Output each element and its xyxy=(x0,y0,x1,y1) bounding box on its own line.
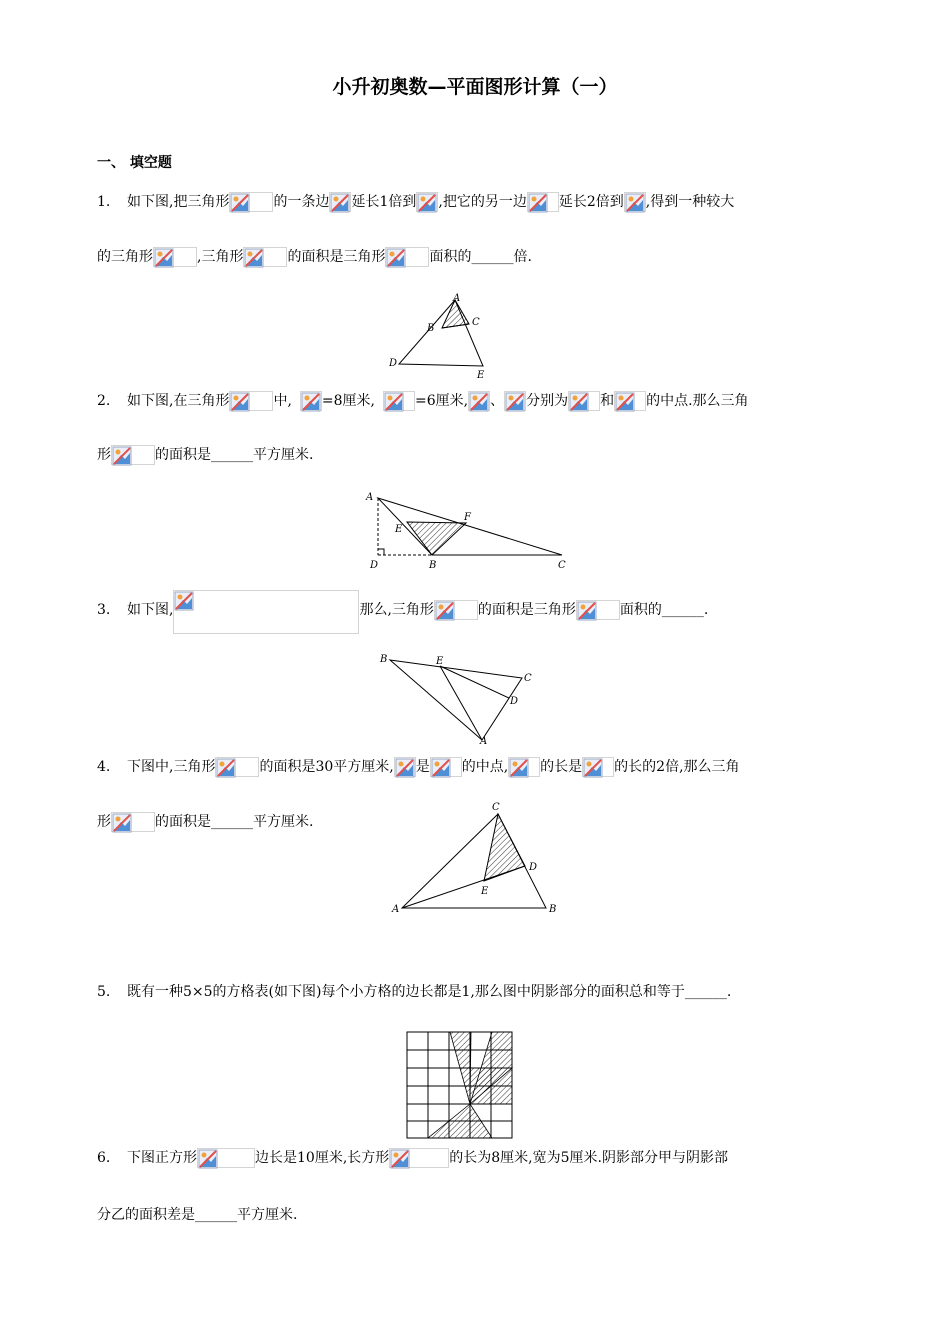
image-placeholder-icon xyxy=(243,247,287,267)
image-placeholder-icon xyxy=(624,192,646,212)
q2-label-a: A xyxy=(366,492,374,503)
q4-figure xyxy=(388,798,568,920)
q1-text: 延长1倍到 xyxy=(351,194,417,210)
q6-text: 边长是10厘米,长方形 xyxy=(255,1150,390,1166)
image-placeholder-icon xyxy=(389,1148,449,1168)
q2-text: =8厘米, xyxy=(321,393,375,409)
q4-text: 的中点, xyxy=(461,759,509,775)
q4-label-b: B xyxy=(549,904,557,915)
q1-outer-triangle xyxy=(399,300,483,366)
image-placeholder-icon xyxy=(229,192,273,212)
q1-label-d: D xyxy=(389,358,398,369)
q2-figure xyxy=(362,488,577,574)
q4-line2 xyxy=(97,810,313,834)
image-placeholder-icon xyxy=(329,192,351,212)
q4-number: 4. xyxy=(97,759,111,775)
q4-shaded-triangle xyxy=(484,814,525,881)
q1-text: 的三角形 xyxy=(97,249,153,265)
q3-label-c: C xyxy=(524,673,532,684)
q4-text: 的面积是______平方厘米. xyxy=(155,814,314,830)
q6-text: 的长为8厘米,宽为5厘米.阴影部分甲与阴影部 xyxy=(449,1150,728,1166)
q2-line1 xyxy=(97,389,749,413)
q4-triangle-abc xyxy=(402,814,546,908)
q6-line1 xyxy=(97,1146,728,1170)
q3-label-e: E xyxy=(436,656,444,667)
q1-label-e: E xyxy=(477,370,485,380)
q2-triangle-abc xyxy=(378,498,562,555)
q4-text: 的面积是30平方厘米, xyxy=(259,759,394,775)
q5-number: 5. xyxy=(97,984,111,1000)
image-placeholder-icon xyxy=(576,600,620,620)
q3-text: 如下图, xyxy=(127,602,174,618)
q2-text: 的面积是______平方厘米. xyxy=(155,447,314,463)
q2-label-c: C xyxy=(558,560,566,571)
q2-number: 2. xyxy=(97,393,111,409)
q2-text: =6厘米, xyxy=(415,393,469,409)
q2-label-b: B xyxy=(429,560,437,571)
image-placeholder-icon xyxy=(385,247,429,267)
q1-text: 延长2倍到 xyxy=(558,194,624,210)
q4-label-e: E xyxy=(481,886,489,897)
q1-line1 xyxy=(97,190,734,214)
q2-text: 形 xyxy=(97,447,111,463)
q1-line2 xyxy=(97,245,532,269)
q3-label-a: A xyxy=(480,736,488,746)
q1-text: ,把它的另一边 xyxy=(438,194,527,210)
image-placeholder-icon xyxy=(215,757,259,777)
q6-number: 6. xyxy=(97,1150,111,1166)
image-placeholder-icon xyxy=(582,757,614,777)
image-placeholder-icon xyxy=(434,600,478,620)
q3-text: 面积的______. xyxy=(619,602,709,618)
q2-label-d: D xyxy=(370,560,379,571)
q2-text: 和 xyxy=(600,393,615,409)
q3-triangle-abc xyxy=(390,660,522,740)
q3-figure xyxy=(376,652,536,746)
q1-label-a: A xyxy=(453,293,461,304)
q4-label-d: D xyxy=(529,862,538,873)
q4-line1 xyxy=(97,755,740,779)
q4-segment-ad xyxy=(402,866,525,908)
q1-label-c: C xyxy=(472,317,480,328)
q1-text: ,得到一种较大 xyxy=(645,194,735,210)
image-placeholder-icon xyxy=(527,192,559,212)
image-placeholder-icon xyxy=(229,391,273,411)
image-placeholder-icon xyxy=(468,391,490,411)
q3-text: 的面积是三角形 xyxy=(477,602,576,618)
q1-text: ,三角形 xyxy=(197,249,244,265)
q2-text: 、 xyxy=(490,393,505,409)
q1-number: 1. xyxy=(97,194,111,210)
q2-line2 xyxy=(97,443,313,467)
q1-label-b: B xyxy=(427,323,435,334)
q4-text: 下图中,三角形 xyxy=(127,759,216,775)
q4-label-a: A xyxy=(392,904,400,915)
q2-text: 如下图,在三角形 xyxy=(127,393,230,409)
q2-right-angle xyxy=(378,549,384,555)
image-placeholder-icon xyxy=(111,445,155,465)
q1-figure xyxy=(385,292,495,380)
image-placeholder-icon xyxy=(383,391,415,411)
image-placeholder-icon xyxy=(504,391,526,411)
q6-line2 xyxy=(97,1203,297,1227)
q2-text: 中, xyxy=(273,393,292,409)
q6-text: 下图正方形 xyxy=(127,1150,197,1166)
q3-line1 xyxy=(97,598,708,634)
q1-text: 的面积是三角形 xyxy=(287,249,386,265)
q5-text: 既有一种5×5的方格表(如下图)每个小方格的边长都是1,那么图中阴影部分的面积总和等于______. xyxy=(127,984,732,1000)
image-placeholder-icon xyxy=(153,247,197,267)
q3-label-d: D xyxy=(510,696,519,707)
image-placeholder-icon xyxy=(416,192,438,212)
q5-grid-figure xyxy=(404,1030,516,1142)
q2-label-e: E xyxy=(395,524,403,535)
section-heading: 一、 填空题 xyxy=(97,155,172,171)
image-placeholder-icon xyxy=(430,757,462,777)
image-placeholder-icon xyxy=(173,590,359,634)
q4-text: 的长是 xyxy=(540,759,583,775)
q1-text: 的一条边 xyxy=(273,194,330,210)
image-placeholder-icon xyxy=(197,1148,255,1168)
q2-label-f: F xyxy=(464,512,471,523)
image-placeholder-icon xyxy=(508,757,540,777)
q2-text: 的中点.那么三角 xyxy=(646,393,749,409)
q3-text: 那么,三角形 xyxy=(359,602,434,618)
q3-segment-ea xyxy=(440,666,482,740)
q4-text: 的长的2倍,那么三角 xyxy=(614,759,740,775)
image-placeholder-icon xyxy=(394,757,416,777)
q1-text: 面积的______倍. xyxy=(429,249,532,265)
q3-segment-ed xyxy=(440,666,509,698)
page-title: 小升初奥数—平面图形计算（一） xyxy=(332,76,618,98)
q6-text: 分乙的面积差是______平方厘米. xyxy=(97,1207,298,1223)
image-placeholder-icon xyxy=(300,391,322,411)
image-placeholder-icon xyxy=(111,812,155,832)
q3-label-b: B xyxy=(380,654,388,665)
q4-label-c: C xyxy=(492,802,500,813)
image-placeholder-icon xyxy=(568,391,600,411)
q4-text: 是 xyxy=(415,759,430,775)
q3-number: 3. xyxy=(97,602,111,618)
q2-text: 分别为 xyxy=(526,393,569,409)
q1-text: 如下图,把三角形 xyxy=(127,194,230,210)
image-placeholder-icon xyxy=(614,391,646,411)
q5-line1 xyxy=(97,980,731,1004)
q4-text: 形 xyxy=(97,814,111,830)
